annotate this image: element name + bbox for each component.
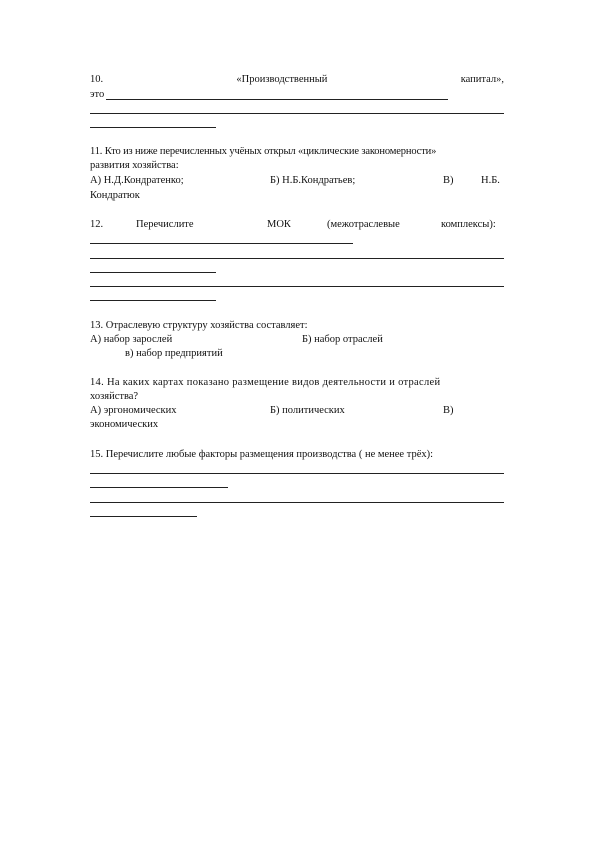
q12-word-2: МОК xyxy=(267,219,291,230)
q12-answer-line-5[interactable] xyxy=(90,300,216,301)
q11-option-c-initials: Н.Б. xyxy=(481,175,500,186)
q10-lead: это xyxy=(90,89,105,100)
q13-question: 13. Отраслевую структуру хозяйства составляет: xyxy=(90,320,308,331)
q12-word-4: комплексы): xyxy=(441,219,496,230)
q12-number: 12. xyxy=(90,219,104,230)
q13-option-a: А) набор зарослей xyxy=(90,334,173,345)
q11-question-line-1: 11. Кто из ниже перечисленных учёных открыл «циклические закономерности» xyxy=(90,146,437,157)
q12-answer-line-1[interactable] xyxy=(90,243,353,244)
q14-option-c-cont: экономических xyxy=(90,419,159,430)
q13-option-b: Б) набор отраслей xyxy=(302,334,383,345)
q10-answer-line-2[interactable] xyxy=(90,113,504,114)
q14-option-b: Б) политических xyxy=(270,405,345,416)
q12-answer-line-4[interactable] xyxy=(90,286,504,287)
q14-question-line-1: 14. На каких картах показано размещение видов деятельности и отраслей xyxy=(90,377,441,388)
q10-term: «Производственный xyxy=(236,74,328,85)
q15-answer-line-2[interactable] xyxy=(90,487,228,488)
q15-answer-line-4[interactable] xyxy=(90,516,197,517)
q13-option-c: в) набор предприятий xyxy=(125,348,223,359)
q14-option-c: В) xyxy=(443,405,454,416)
q14-option-a: А) эргономических xyxy=(90,405,177,416)
q15-question: 15. Перечислите любые факторы размещения производства ( не менее трёх): xyxy=(90,449,434,460)
q15-answer-line-3[interactable] xyxy=(90,502,504,503)
q15-answer-line-1[interactable] xyxy=(90,473,504,474)
q10-number: 10. xyxy=(90,74,104,85)
q10-first-line xyxy=(90,74,504,86)
q12-answer-line-2[interactable] xyxy=(90,258,504,259)
q10-answer-line-1[interactable] xyxy=(106,99,448,100)
q11-option-c-letter: В) xyxy=(443,175,454,186)
q12-word-1: Перечислите xyxy=(136,219,194,230)
q10-answer-line-3[interactable] xyxy=(90,127,216,128)
q12-answer-line-3[interactable] xyxy=(90,272,216,273)
q10-term-end: капитал», xyxy=(460,74,504,85)
q11-option-b: Б) Н.Б.Кондратьев; xyxy=(270,175,356,186)
q11-option-c-surname: Кондратюк xyxy=(90,190,140,201)
q11-question-line-2: развития хозяйства: xyxy=(90,160,179,171)
q11-option-a: А) Н.Д.Кондратенко; xyxy=(90,175,184,186)
q12-word-3: (межотраслевые xyxy=(327,219,400,230)
q14-question-line-2: хозяйства? xyxy=(90,391,139,402)
